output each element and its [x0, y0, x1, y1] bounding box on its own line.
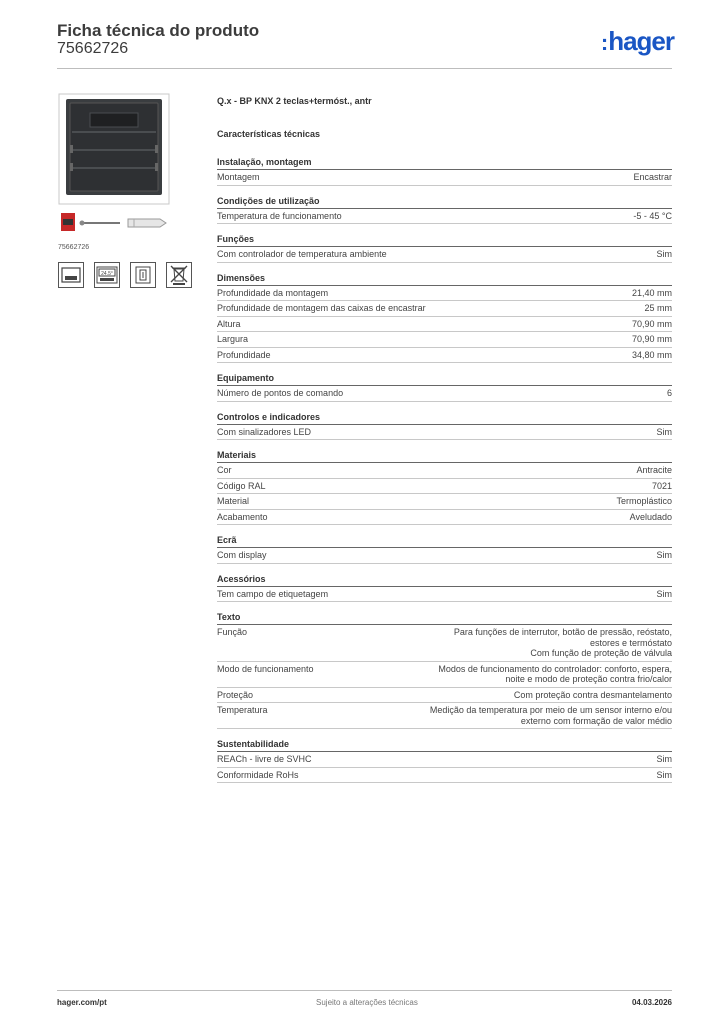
product-name: Q.x - BP KNX 2 teclas+termóst., antr: [217, 96, 372, 106]
spec-value: Sim: [656, 769, 672, 780]
spec-content: [217, 96, 672, 783]
section-controls: [217, 412, 672, 441]
spec-key: REACh - livre de SVHC: [217, 754, 312, 764]
spec-row: [217, 286, 672, 302]
spec-value: Encastrar: [633, 172, 672, 182]
spec-row: [217, 170, 672, 186]
spec-row: [217, 348, 672, 364]
spec-key: Número de pontos de comando: [217, 388, 344, 398]
spec-value: Sim: [656, 249, 672, 259]
spec-row: [217, 247, 672, 263]
spec-row: [217, 479, 672, 495]
spec-row: [217, 463, 672, 479]
tech-heading: Características técnicas: [217, 129, 321, 139]
weee-disposal-icon: [166, 262, 192, 288]
section-title: Dimensões: [217, 273, 672, 286]
logo-colon: :: [600, 30, 608, 55]
section-title: Controlos e indicadores: [217, 412, 672, 425]
spec-key: Proteção: [217, 689, 254, 700]
spec-key: Altura: [217, 318, 241, 329]
section-equipment: [217, 373, 672, 402]
flush-mount-icon: [58, 262, 84, 288]
spec-row: [217, 494, 672, 510]
section-title: Sustentabilidade: [217, 739, 672, 752]
spec-row: [217, 587, 672, 603]
spec-key: Profundidade: [217, 349, 271, 360]
spec-value: [427, 627, 672, 659]
spec-value: Com proteção contra desmantelamento: [513, 689, 672, 700]
spec-row: [217, 332, 672, 348]
spec-key: Temperatura de funcionamento: [217, 210, 342, 221]
spec-value: -5 - 45 °C: [633, 210, 672, 221]
spec-key: Profundidade de montagem das caixas de encastrar: [217, 303, 426, 313]
section-accessories: [217, 574, 672, 603]
spec-value: Sim: [656, 754, 672, 764]
spec-key: Com sinalizadores LED: [217, 426, 312, 437]
bus-coupler-icon: [130, 262, 156, 288]
spec-value: 70,90 mm: [631, 318, 672, 329]
spec-key: Acabamento: [217, 511, 268, 522]
spec-key: Modo de funcionamento: [217, 663, 314, 674]
section-title: Instalação, montagem: [217, 157, 672, 170]
spec-key: Temperatura: [217, 705, 268, 715]
section-title: Acessórios: [217, 574, 672, 587]
spec-value: 70,90 mm: [631, 334, 672, 344]
footer-note: Sujeito a alterações técnicas: [316, 998, 418, 1007]
spec-value: Modos de funcionamento do controlador: conforto, espera, noite e modo de proteção contra frio/calor: [438, 663, 672, 684]
logo-text: hager: [608, 26, 674, 56]
footer-website-link[interactable]: hager.com/pt: [57, 998, 107, 1007]
spec-row: [217, 688, 672, 704]
spec-row: [217, 752, 672, 768]
spec-row: [217, 625, 672, 662]
spec-value: 7021: [651, 480, 672, 491]
spec-key: Código RAL: [217, 480, 266, 491]
spec-row: [217, 662, 672, 688]
image-caption: 75662726: [58, 244, 90, 251]
spec-row: [217, 510, 672, 526]
footer-date: 04.03.2026: [631, 998, 672, 1007]
spec-value-line: Com função de proteção de válvula: [530, 648, 672, 658]
footer-divider: [57, 990, 672, 991]
spec-key: Material: [217, 496, 250, 506]
section-materials: [217, 450, 672, 525]
section-text: [217, 612, 672, 729]
spec-value: 25 mm: [644, 303, 672, 313]
section-title: Equipamento: [217, 373, 672, 386]
display-icon-text: 24.5°: [101, 271, 113, 277]
spec-value: Sim: [656, 426, 672, 437]
spec-key: Largura: [217, 334, 249, 344]
spec-value: 34,80 mm: [631, 349, 672, 360]
spec-value: Sim: [656, 588, 672, 599]
spec-value: Termoplástico: [616, 496, 672, 506]
spec-value-line: Para funções de interrutor, botão de pressão, reóstato, estores e termóstato: [453, 627, 672, 648]
spec-row: [217, 209, 672, 225]
page-title: Ficha técnica do produto: [57, 21, 260, 40]
section-title: Funções: [217, 234, 672, 247]
header-divider: [57, 68, 672, 69]
hager-logo: [601, 26, 674, 57]
spec-key: Com controlador de temperatura ambiente: [217, 249, 387, 259]
section-screen: [217, 535, 672, 564]
product-image: [58, 93, 170, 235]
spec-key: Conformidade RoHs: [217, 769, 299, 780]
display-icon: [94, 262, 120, 288]
spec-value: Medição da temperatura por meio de um sensor interno e/ou externo com formação de valor médio: [429, 705, 672, 726]
spec-row: [217, 386, 672, 402]
spec-row: [217, 425, 672, 441]
section-title: Ecrã: [217, 535, 672, 548]
spec-row: [217, 768, 672, 784]
section-conditions: [217, 196, 672, 225]
spec-row: [217, 548, 672, 564]
section-dimensions: [217, 273, 672, 364]
spec-value: Aveludado: [629, 511, 672, 522]
section-installation: [217, 157, 672, 186]
spec-row: [217, 317, 672, 333]
spec-key: Montagem: [217, 172, 260, 182]
spec-key: Cor: [217, 465, 232, 475]
spec-key: Profundidade da montagem: [217, 287, 329, 298]
spec-value: 21,40 mm: [631, 287, 672, 298]
spec-key: Com display: [217, 550, 267, 560]
spec-row: [217, 703, 672, 729]
spec-value: 6: [666, 388, 672, 398]
section-sustainability: [217, 739, 672, 783]
spec-value: Antracite: [636, 465, 672, 475]
product-icons: [58, 262, 192, 288]
section-title: Condições de utilização: [217, 196, 672, 209]
product-number: 75662726: [57, 40, 129, 57]
section-functions: [217, 234, 672, 263]
spec-key: Tem campo de etiquetagem: [217, 588, 329, 599]
spec-row: [217, 301, 672, 317]
spec-value: Sim: [656, 550, 672, 560]
section-title: Texto: [217, 612, 672, 625]
spec-key: Função: [217, 627, 248, 637]
section-title: Materiais: [217, 450, 672, 463]
